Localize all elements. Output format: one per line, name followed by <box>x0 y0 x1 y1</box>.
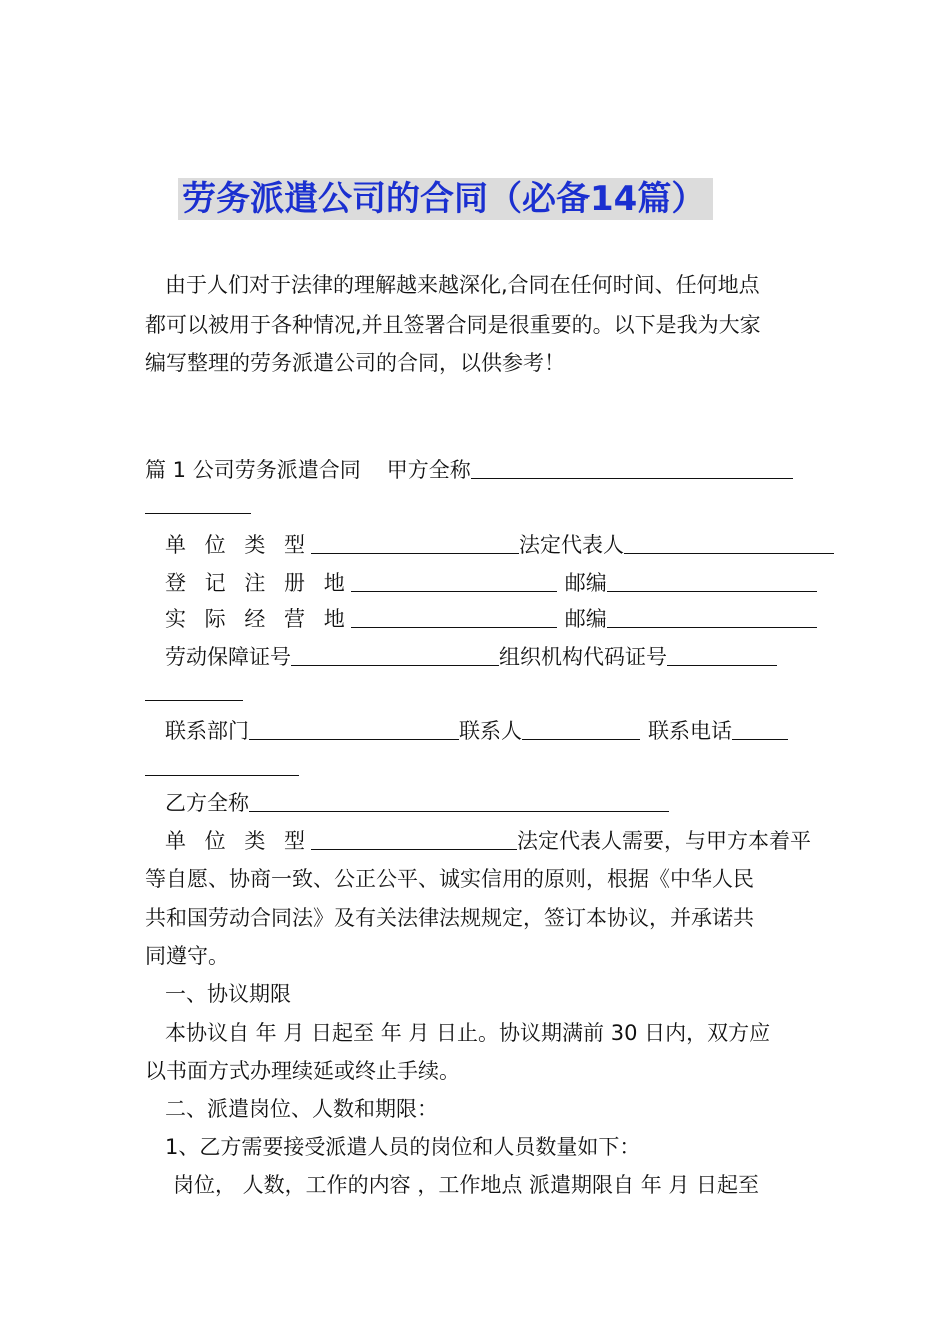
actual-address-label: 实 际 经 营 地 <box>165 607 351 631</box>
document-title: 劳务派遣公司的合同（必备14篇） <box>178 178 713 220</box>
unit-type-b-blank[interactable] <box>311 827 517 850</box>
actual-address-row <box>165 604 810 634</box>
clause2-item1-detail: 岗位， 人数，工作的内容 ，工作地点 派遣期限自 年 月 日起至 <box>173 1173 760 1197</box>
contact-row <box>165 716 810 746</box>
party-b-label: 乙方全称 <box>165 791 249 815</box>
postcode-blank[interactable] <box>607 569 817 592</box>
para-b-line-1: 法定代表人需要，与甲方本着平 <box>517 829 812 853</box>
intro-line-3: 编写整理的劳务派遣公司的合同，以供参考！ <box>145 351 565 375</box>
actual-address-blank[interactable] <box>351 605 557 628</box>
postcode-label: 邮编 <box>564 571 607 595</box>
unit-type-b-label: 单 位 类 型 <box>165 829 312 853</box>
org-code-blank[interactable] <box>667 643 777 666</box>
org-code-label: 组织机构代码证号 <box>499 645 667 669</box>
labor-cert-blank[interactable] <box>291 643 499 666</box>
party-b-row <box>165 788 810 818</box>
reg-address-label: 登 记 注 册 地 <box>165 571 351 595</box>
contact-phone-blank-2[interactable] <box>145 753 299 776</box>
party-a-blank-2[interactable] <box>145 491 251 514</box>
intro-line-1: 由于人们对于法律的理解越来越深化,合同在任何时间、任何地点 <box>165 273 760 297</box>
party-a-blank-continued <box>145 490 810 520</box>
para-b-line-2: 等自愿、协商一致、公正公平、诚实信用的原则，根据《中华人民 <box>145 867 754 891</box>
contact-person-label: 联系人 <box>459 719 522 743</box>
clause2-heading: 二、派遣岗位、人数和期限： <box>165 1097 438 1121</box>
unit-type-label: 单 位 类 型 <box>165 533 312 557</box>
contact-dept-label: 联系部门 <box>165 719 249 743</box>
reg-address-row <box>165 568 810 598</box>
clause1-text-2: 以书面方式办理续延或终止手续。 <box>145 1059 460 1083</box>
legal-rep-blank[interactable] <box>624 531 834 554</box>
unit-type-blank[interactable] <box>311 531 519 554</box>
clause2-item1: 1、乙方需要接受派遣人员的岗位和人员数量如下： <box>165 1135 641 1159</box>
postcode2-blank[interactable] <box>607 605 817 628</box>
labor-cert-row <box>165 642 810 672</box>
para-b-line-4: 同遵守。 <box>145 944 229 968</box>
unit-type-row <box>165 530 810 560</box>
intro-line-2: 都可以被用于各种情况,并且签署合同是很重要的。以下是我为大家 <box>145 313 761 337</box>
org-code-blank-2[interactable] <box>145 678 243 701</box>
party-a-row <box>145 455 810 485</box>
section-heading: 篇 1 公司劳务派遣合同 <box>145 458 361 482</box>
contact-phone-label: 联系电话 <box>648 719 732 743</box>
clause1-text-1: 本协议自 年 月 日起至 年 月 日止。协议期满前 30 日内，双方应 <box>165 1021 771 1045</box>
unit-type-b-row <box>165 826 810 856</box>
org-code-blank-continued <box>145 677 810 707</box>
contact-phone-blank[interactable] <box>732 717 788 740</box>
legal-rep-label: 法定代表人 <box>519 533 625 557</box>
contact-person-blank[interactable] <box>522 717 640 740</box>
party-a-blank[interactable] <box>471 456 793 479</box>
postcode2-label: 邮编 <box>564 607 607 631</box>
party-a-label: 甲方全称 <box>386 458 471 482</box>
clause1-heading: 一、协议期限 <box>165 982 291 1006</box>
labor-cert-label: 劳动保障证号 <box>165 645 291 669</box>
contact-dept-blank[interactable] <box>249 717 459 740</box>
para-b-line-3: 共和国劳动合同法》及有关法律法规规定，签订本协议，并承诺共 <box>145 906 754 930</box>
party-b-blank[interactable] <box>249 789 669 812</box>
contact-phone-blank-continued <box>145 752 810 782</box>
reg-address-blank[interactable] <box>351 569 557 592</box>
